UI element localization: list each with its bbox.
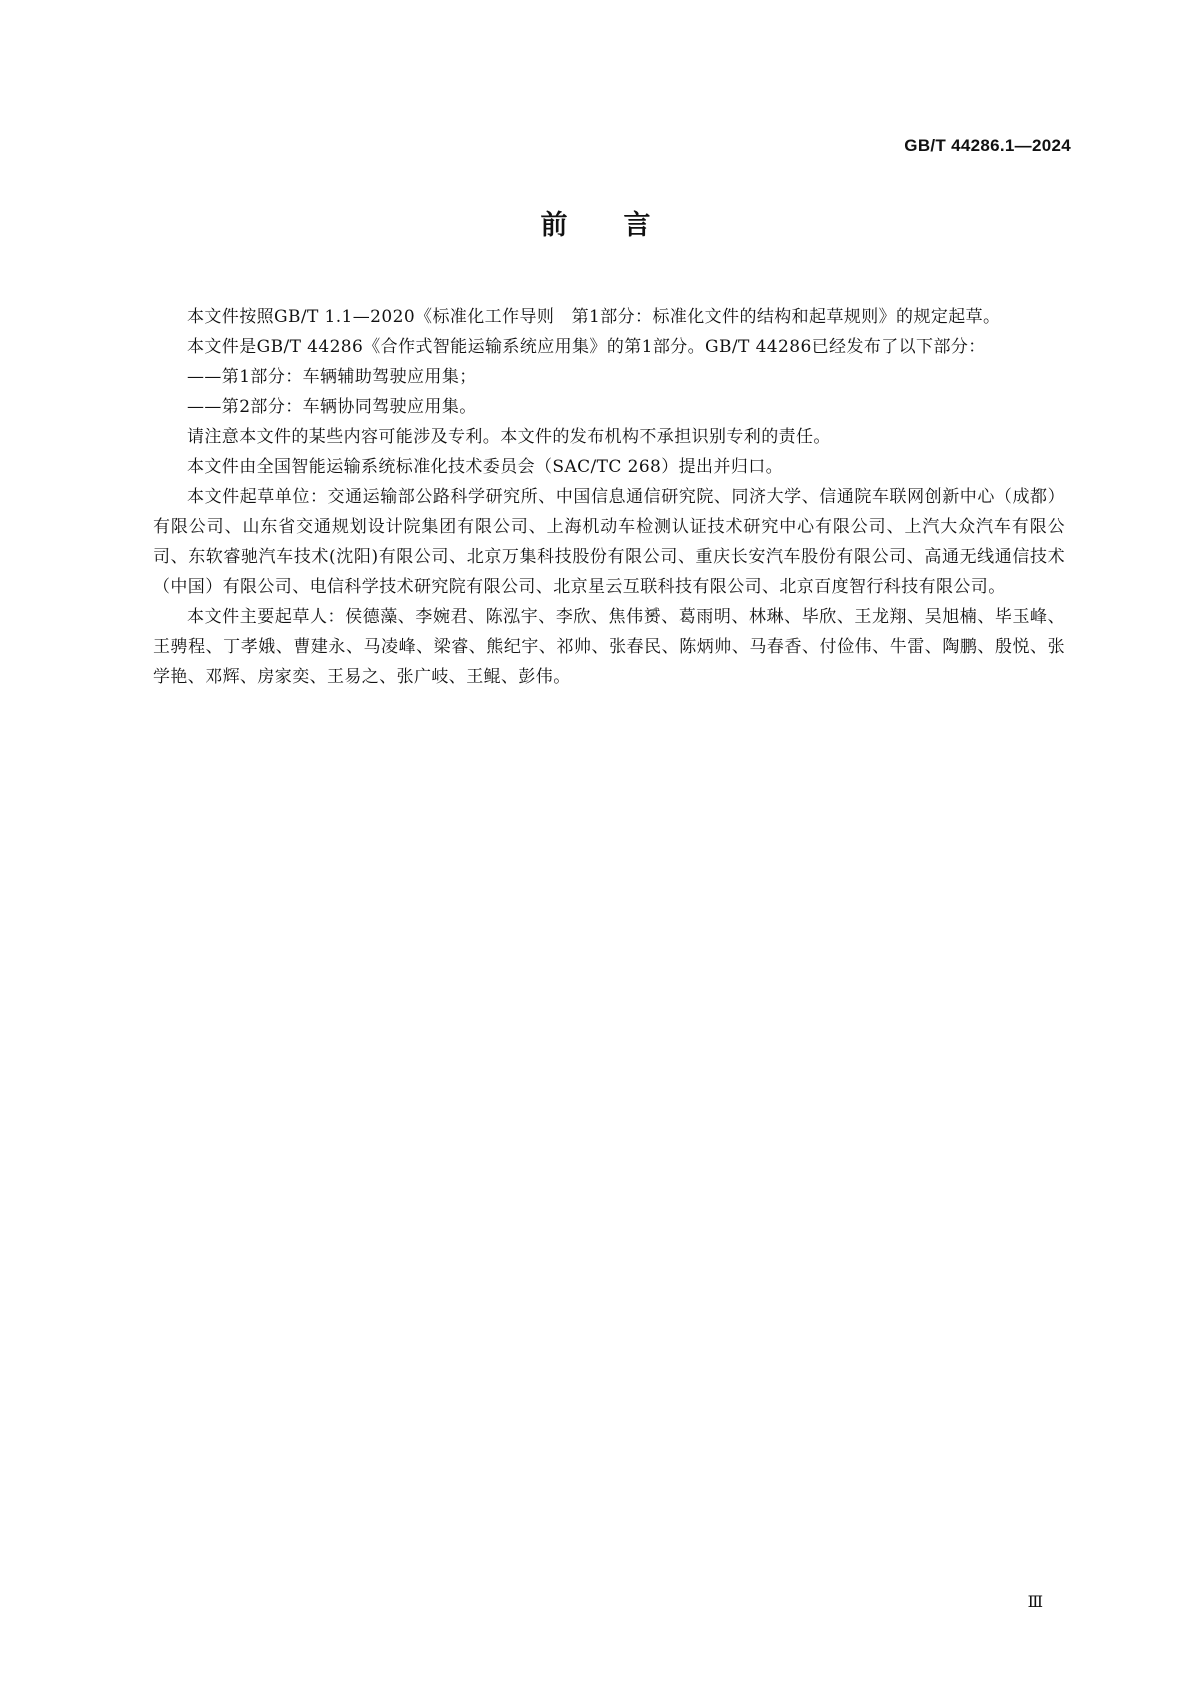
paragraph-drafting-rules: 本文件按照GB/T 1.1—2020《标准化工作导则 第1部分：标准化文件的结构和起草规则》的规定起草。 — [187, 307, 1001, 327]
paragraph-drafting-units: 本文件起草单位：交通运输部公路科学研究所、中国信息通信研究院、同济大学、信通院车联网创新中心（成都）有限公司、山东省交通规划设计院集团有限公司、上海机动车检测认证技术研究中心有限公司、上汽大众汽车有限公司、东软睿驰汽车技术(沈阳)有限公司、北京万集科技股份有限公司、重庆长安汽车股份有限公司、高通无线通信技术（中国）有限公司、电信科学技术研究院有限公司、北京星云互联科技有限公司、北京百度智行科技有限公司。 — [153, 487, 1065, 597]
foreword-body — [153, 302, 1065, 692]
standard-number: GB/T 44286.1—2024 — [904, 136, 1071, 155]
paragraph-proposer: 本文件由全国智能运输系统标准化技术委员会（SAC/TC 268）提出并归口。 — [187, 457, 784, 477]
paragraph-part-info: 本文件是GB/T 44286《合作式智能运输系统应用集》的第1部分。GB/T 44286已经发布了以下部分： — [187, 337, 986, 357]
paragraph-patent-notice: 请注意本文件的某些内容可能涉及专利。本文件的发布机构不承担识别专利的责任。 — [187, 427, 831, 447]
list-item-part-1: ——第1部分：车辆辅助驾驶应用集； — [187, 367, 477, 387]
list-item-part-2: ——第2部分：车辆协同驾驶应用集。 — [187, 397, 477, 417]
page-title: 前言 — [540, 210, 707, 241]
page-number: Ⅲ — [1027, 1592, 1043, 1611]
paragraph-drafters: 本文件主要起草人：侯德藻、李婉君、陈泓宇、李欣、焦伟赟、葛雨明、林琳、毕欣、王龙翔、吴旭楠、毕玉峰、王骋程、丁孝娥、曹建永、马凌峰、梁睿、熊纪宇、祁帅、张春民、陈炳帅、马春香、付俭伟、牛雷、陶鹏、殷悦、张学艳、邓辉、房家奕、王易之、张广岐、王鲲、彭伟。 — [153, 607, 1065, 687]
